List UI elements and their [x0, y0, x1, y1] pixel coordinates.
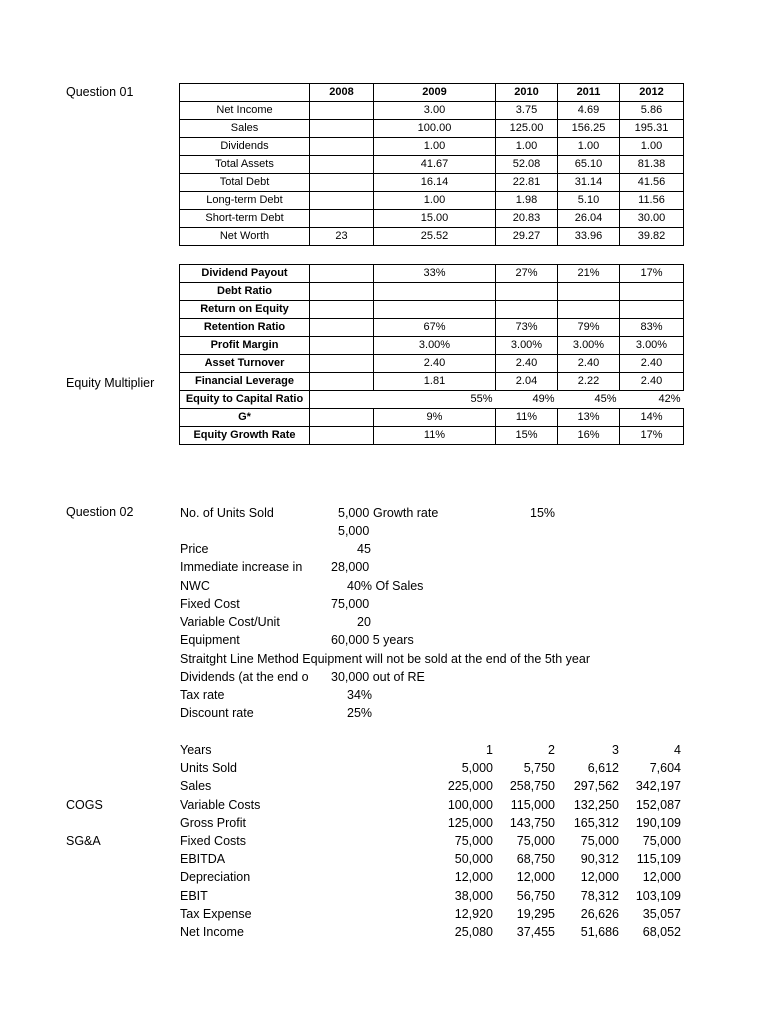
table-cell: 3.00%	[620, 337, 684, 355]
value-cell: 143,750	[509, 815, 555, 830]
value-cell: 125,000	[447, 815, 493, 830]
value-cell: 342,197	[635, 779, 681, 794]
variable-cost-value: 20	[357, 615, 371, 629]
table-cell	[374, 301, 496, 319]
value-cell: 5,000	[461, 761, 493, 776]
question-02-label: Question 02	[66, 505, 134, 519]
year-header: 2010	[496, 84, 558, 102]
value-cell: 225,000	[447, 779, 493, 794]
table-cell	[310, 265, 374, 283]
row-label: Long-term Debt	[180, 192, 310, 210]
tax-rate-value: 34%	[347, 688, 373, 702]
row-label: Total Assets	[180, 156, 310, 174]
table-cell: 49%	[496, 391, 558, 409]
table-cell	[310, 301, 374, 319]
value-cell: 90,312	[580, 852, 619, 867]
value-cell: 78,312	[580, 888, 619, 903]
table-row	[180, 174, 684, 192]
row-label: Profit Margin	[180, 337, 310, 355]
table-row	[180, 228, 684, 246]
table-row	[180, 102, 684, 120]
value-cell: 152,087	[635, 797, 681, 812]
table-cell: 41.67	[374, 156, 496, 174]
table-cell: 4.69	[558, 102, 620, 120]
year-header: 2012	[620, 84, 684, 102]
dividends-value: 30,000 out of RE	[331, 670, 425, 684]
table-cell: 22.81	[496, 174, 558, 192]
table-cell: 3.75	[496, 102, 558, 120]
table-cell: 81.38	[620, 156, 684, 174]
table-row	[180, 391, 684, 409]
table-cell: 100.00	[374, 120, 496, 138]
value-cell: 6,612	[587, 761, 619, 776]
row-label: Gross Profit	[180, 815, 246, 830]
table-row	[180, 192, 684, 210]
row-label: Return on Equity	[180, 301, 310, 319]
row-label: Total Debt	[180, 174, 310, 192]
value-cell: 4	[674, 743, 681, 757]
table-row	[180, 337, 684, 355]
table-cell: 45%	[558, 391, 620, 409]
table-cell: 52.08	[496, 156, 558, 174]
table-cell: 1.00	[620, 138, 684, 156]
row-label: Net Worth	[180, 228, 310, 246]
value-cell: 1	[486, 743, 493, 757]
table-cell: 3.00	[374, 102, 496, 120]
table-cell: 156.25	[558, 120, 620, 138]
table-row	[180, 120, 684, 138]
row-label: Variable Costs	[180, 797, 261, 812]
table-cell: 16.14	[374, 174, 496, 192]
row-label: Sales	[180, 779, 212, 794]
value-cell: 12,000	[642, 870, 681, 885]
row-label: Net Income	[180, 102, 310, 120]
table-cell: 2.40	[620, 373, 684, 391]
question-01-label: Question 01	[66, 85, 134, 99]
row-label: Years	[180, 743, 212, 757]
table-cell	[558, 283, 620, 301]
table-cell	[310, 391, 374, 409]
header-blank	[180, 84, 310, 102]
row-label: EBITDA	[180, 852, 226, 867]
immediate-increase-label: Immediate increase in	[180, 560, 303, 574]
value-cell: 75,000	[642, 834, 681, 848]
value-cell: 25,080	[454, 925, 493, 939]
table-cell	[310, 355, 374, 373]
row-label: Depreciation	[180, 870, 251, 885]
value-cell: 3	[612, 743, 619, 757]
table-cell: 21%	[558, 265, 620, 283]
table-cell: 33.96	[558, 228, 620, 246]
units-sold-value: 5,000	[338, 506, 370, 520]
table-cell: 39.82	[620, 228, 684, 246]
row-label: Units Sold	[180, 761, 237, 776]
table-cell: 2.04	[496, 373, 558, 391]
table-cell: 17%	[620, 265, 684, 283]
table-cell	[310, 174, 374, 192]
table-cell: 9%	[374, 409, 496, 427]
value-cell: 12,000	[516, 870, 555, 885]
discount-rate-label: Discount rate	[180, 706, 254, 720]
table-cell: 17%	[620, 427, 684, 445]
table-cell: 1.00	[374, 138, 496, 156]
value-cell: 100,000	[447, 797, 493, 812]
table-cell: 1.00	[558, 138, 620, 156]
table-cell: 33%	[374, 265, 496, 283]
table-row	[180, 301, 684, 319]
value-cell: 12,000	[454, 870, 493, 885]
table-cell: 5.86	[620, 102, 684, 120]
value-cell: 190,109	[635, 815, 681, 830]
table-row	[180, 355, 684, 373]
table-cell: 13%	[558, 409, 620, 427]
row-label: Net Income	[180, 925, 244, 939]
table-cell: 42%	[620, 391, 684, 409]
table-row	[180, 210, 684, 228]
table-cell: 15.00	[374, 210, 496, 228]
row-label: EBIT	[180, 888, 208, 903]
year-header: 2009	[374, 84, 496, 102]
row-label: G*	[180, 409, 310, 427]
value-cell: 75,000	[454, 834, 493, 848]
nwc-label: NWC	[180, 579, 210, 593]
table-cell: 195.31	[620, 120, 684, 138]
table-cell: 1.00	[496, 138, 558, 156]
table-cell: 41.56	[620, 174, 684, 192]
equipment-value: 60,000 5 years	[331, 633, 414, 647]
table-cell: 14%	[620, 409, 684, 427]
ratios-table	[179, 264, 684, 445]
table-cell: 31.14	[558, 174, 620, 192]
table-cell	[374, 283, 496, 301]
variable-cost-label: Variable Cost/Unit	[180, 615, 280, 629]
row-label: Dividends	[180, 138, 310, 156]
table-cell	[496, 283, 558, 301]
value-cell: 115,000	[510, 797, 555, 812]
value-cell: 165,312	[573, 815, 619, 830]
table-cell: 15%	[496, 427, 558, 445]
table-cell: 16%	[558, 427, 620, 445]
table-cell	[310, 192, 374, 210]
table-cell: 2.40	[374, 355, 496, 373]
equity-multiplier-label: Equity Multiplier	[66, 376, 155, 390]
table-cell: 11.56	[620, 192, 684, 210]
table-cell: 67%	[374, 319, 496, 337]
value-cell: 103,109	[635, 888, 681, 903]
table-cell: 125.00	[496, 120, 558, 138]
table-cell	[310, 409, 374, 427]
value-cell: 12,000	[580, 870, 619, 885]
category-label: COGS	[66, 797, 103, 812]
value-cell: 35,057	[642, 906, 681, 921]
table-row	[180, 373, 684, 391]
value-cell: 75,000	[580, 834, 619, 848]
table-cell	[310, 337, 374, 355]
table-cell	[496, 301, 558, 319]
row-label: Retention Ratio	[180, 319, 310, 337]
value-cell: 2	[548, 743, 555, 757]
table-cell: 1.00	[374, 192, 496, 210]
table-cell	[310, 120, 374, 138]
year-header-row	[180, 84, 684, 102]
table-cell: 27%	[496, 265, 558, 283]
row-label: Asset Turnover	[180, 355, 310, 373]
growth-rate-value: 15%	[530, 506, 556, 520]
table-cell: 29.27	[496, 228, 558, 246]
table-cell: 3.00%	[496, 337, 558, 355]
category-label: SG&A	[66, 834, 101, 848]
table-cell: 73%	[496, 319, 558, 337]
table-cell: 3.00%	[374, 337, 496, 355]
table-cell	[310, 102, 374, 120]
straight-line-note: Straitght Line Method Equipment will not be sold at the end of the 5th year	[180, 652, 590, 666]
table-cell: 79%	[558, 319, 620, 337]
growth-rate-label: Growth rate	[373, 506, 439, 520]
discount-rate-value: 25%	[347, 706, 373, 720]
value-cell: 37,455	[516, 925, 555, 939]
financials-table	[179, 83, 684, 246]
table-cell: 55%	[374, 391, 496, 409]
value-cell: 12,920	[454, 906, 493, 921]
table-cell: 30.00	[620, 210, 684, 228]
immediate-increase-value: 28,000	[331, 560, 370, 574]
row-label: Equity to Capital Ratio	[180, 391, 310, 409]
value-cell: 26,626	[580, 906, 619, 921]
value-cell: 38,000	[454, 888, 493, 903]
value-cell: 297,562	[573, 779, 619, 794]
table-cell: 1.81	[374, 373, 496, 391]
table-row	[180, 156, 684, 174]
value-cell: 115,109	[636, 852, 681, 867]
row-label: Debt Ratio	[180, 283, 310, 301]
table-row	[180, 283, 684, 301]
table-cell	[310, 373, 374, 391]
table-cell: 11%	[374, 427, 496, 445]
row-label: Equity Growth Rate	[180, 427, 310, 445]
value-cell: 56,750	[516, 888, 555, 903]
table-row	[180, 319, 684, 337]
table-cell	[620, 283, 684, 301]
value-cell: 19,295	[516, 906, 555, 921]
row-label: Financial Leverage	[180, 373, 310, 391]
row-label: Tax Expense	[180, 906, 252, 921]
table-cell	[310, 156, 374, 174]
row-label: Fixed Costs	[180, 834, 246, 848]
value-cell: 132,250	[573, 797, 619, 812]
table-cell	[310, 283, 374, 301]
table-cell: 23	[310, 228, 374, 246]
table-cell	[310, 138, 374, 156]
table-cell: 83%	[620, 319, 684, 337]
fixed-cost-label: Fixed Cost	[180, 597, 240, 611]
table-row	[180, 265, 684, 283]
units-sold-value-2: 5,000	[338, 524, 370, 538]
row-label: Sales	[180, 120, 310, 138]
equipment-label: Equipment	[180, 633, 240, 647]
value-cell: 50,000	[454, 852, 493, 867]
value-cell: 5,750	[523, 761, 555, 776]
table-cell: 2.40	[558, 355, 620, 373]
price-label: Price	[180, 542, 209, 556]
value-cell: 68,750	[516, 852, 555, 867]
table-cell: 1.98	[496, 192, 558, 210]
table-row	[180, 427, 684, 445]
table-cell: 5.10	[558, 192, 620, 210]
table-row	[180, 409, 684, 427]
row-label: Short-term Debt	[180, 210, 310, 228]
table-cell	[310, 427, 374, 445]
table-cell	[310, 319, 374, 337]
table-cell	[310, 210, 374, 228]
units-sold-label: No. of Units Sold	[180, 506, 274, 520]
table-cell: 2.40	[496, 355, 558, 373]
table-cell: 26.04	[558, 210, 620, 228]
value-cell: 75,000	[516, 834, 555, 848]
table-cell: 2.40	[620, 355, 684, 373]
row-label: Dividend Payout	[180, 265, 310, 283]
price-value: 45	[357, 542, 371, 556]
table-cell	[620, 301, 684, 319]
table-row	[180, 138, 684, 156]
table-cell: 2.22	[558, 373, 620, 391]
value-cell: 7,604	[649, 761, 681, 776]
table-cell: 65.10	[558, 156, 620, 174]
dividends-label: Dividends (at the end o	[180, 670, 309, 684]
table-cell: 11%	[496, 409, 558, 427]
year-header: 2011	[558, 84, 620, 102]
table-cell: 20.83	[496, 210, 558, 228]
tax-rate-label: Tax rate	[180, 688, 225, 702]
value-cell: 258,750	[509, 779, 555, 794]
year-header: 2008	[310, 84, 374, 102]
table-cell: 3.00%	[558, 337, 620, 355]
nwc-value: 40% Of Sales	[347, 579, 424, 593]
fixed-cost-value: 75,000	[331, 597, 370, 611]
table-cell: 25.52	[374, 228, 496, 246]
value-cell: 51,686	[580, 925, 619, 939]
value-cell: 68,052	[642, 925, 681, 939]
table-cell	[558, 301, 620, 319]
